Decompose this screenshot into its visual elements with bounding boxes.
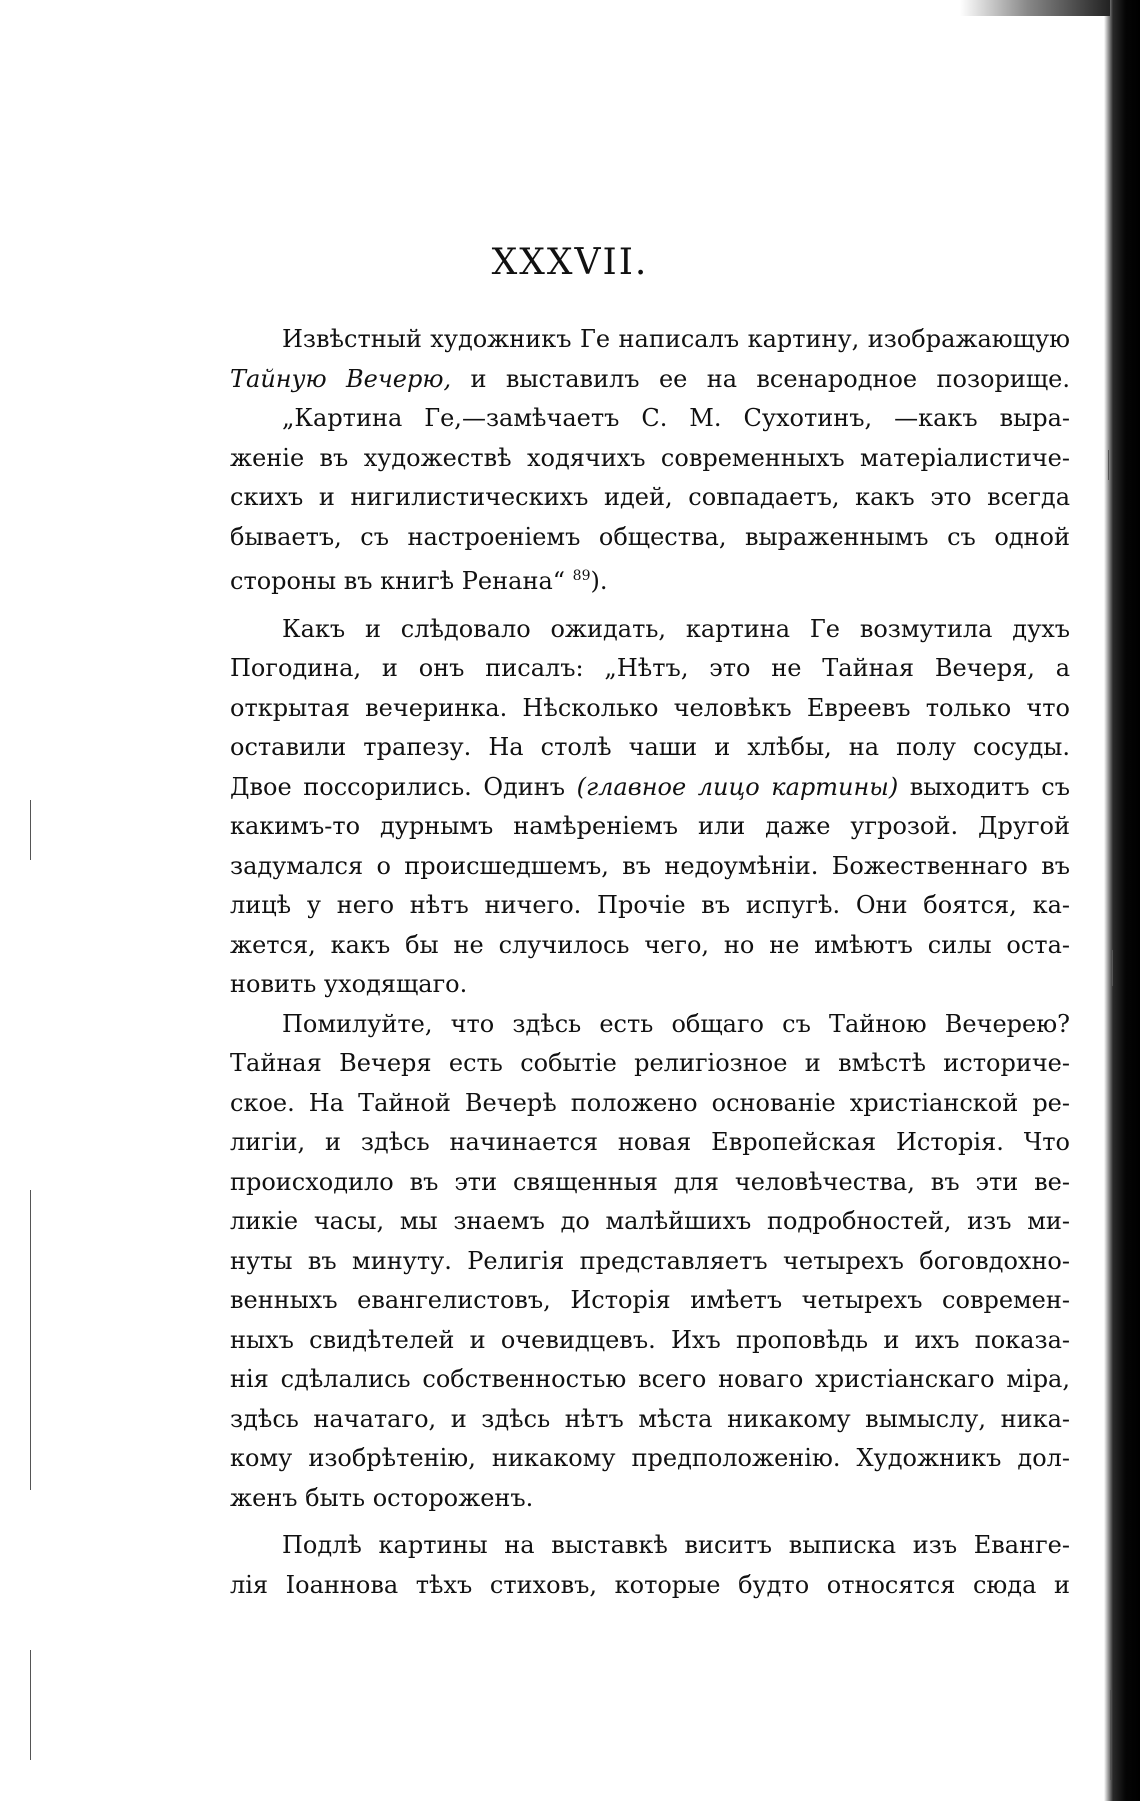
text-line: нія сдѣлались собственностью всего новаго христіанскаго міра, — [230, 1365, 1070, 1393]
text-line: жется, какъ бы не случилось чего, но не имѣютъ силы оста- — [230, 930, 1070, 959]
text-line: скихъ и нигилистическихъ идей, совпадаетъ, какъ это всегда — [230, 483, 1070, 511]
text-line: ныхъ свидѣтелей и очевидцевъ. Ихъ проповѣдь и ихъ показа- — [230, 1325, 1070, 1354]
text-line: открытая вечеринка. Нѣсколько человѣкъ Евреевъ только что — [230, 693, 1070, 722]
text-run: и выставилъ ее на всенародное позорище. — [451, 364, 1070, 393]
text-line: здѣсь начатаго, и здѣсь нѣтъ мѣста никакому вымыслу, ника- — [230, 1404, 1070, 1433]
margin-mark — [30, 1190, 31, 1490]
text-line: новить уходящаго. — [230, 970, 468, 998]
text-run: Двое поссорились. Одинъ — [230, 772, 577, 801]
text-line: какимъ-то дурнымъ намѣреніемъ или даже угрозой. Другой — [230, 812, 1070, 840]
text-line: задумался о происшедшемъ, въ недоумѣніи. Божественнаго въ — [230, 851, 1070, 880]
margin-mark — [30, 1650, 31, 1760]
margin-mark — [1108, 450, 1109, 480]
text-line: оставили трапезу. На столѣ чаши и хлѣбы, на полу сосуды. — [230, 733, 1070, 761]
text-line: ликіе часы, мы знаемъ до малѣйшихъ подробностей, изъ ми- — [230, 1207, 1070, 1235]
text-line: лигіи, и здѣсь начинается новая Европейская Исторія. Что — [230, 1128, 1070, 1156]
italic-note: (главное лицо картины) — [576, 772, 899, 801]
text-run: выходитъ съ — [898, 772, 1070, 801]
text-line — [230, 557, 1070, 602]
italic-title: Тайную Вечерю, — [230, 364, 452, 393]
text-line: венныхъ евангелистовъ, Исторія имѣетъ четырехъ современ- — [230, 1286, 1070, 1314]
text-line: кому изобрѣтенію, никакому предположенію. Художникъ дол- — [230, 1444, 1070, 1472]
text-run: ). — [590, 567, 608, 595]
margin-mark — [1110, 1690, 1111, 1780]
text-line: Подлѣ картины на выставкѣ виситъ выписка изъ Еванге- — [282, 1531, 1070, 1559]
text-line: ское. На Тайной Вечерѣ положено основаніе христіанской ре- — [230, 1088, 1070, 1117]
text-line: женіе въ художествѣ ходячихъ современныхъ матеріалистиче- — [230, 443, 1070, 472]
text-line: Извѣстный художникъ Ге написалъ картину, изображающую — [282, 325, 1070, 353]
text-line: лія Іоаннова тѣхъ стиховъ, которые будто относятся сюда и — [230, 1570, 1070, 1599]
text-line: Тайная Вечеря есть событіе религіозное и вмѣстѣ историче- — [230, 1049, 1070, 1077]
text-line — [230, 768, 1070, 808]
text-line: Погодина, и онъ писалъ: „Нѣтъ, это не Тайная Вечеря, а — [230, 654, 1070, 682]
text-line: Помилуйте, что здѣсь есть общаго съ Тайною Вечерею? — [282, 1009, 1070, 1038]
footnote-ref: 89 — [572, 568, 591, 584]
text-run: стороны въ книгѣ Ренана“ — [230, 567, 573, 595]
margin-mark — [30, 800, 31, 860]
text-line: женъ быть остороженъ. — [230, 1483, 534, 1512]
text-line: „Картина Ге,—замѣчаетъ С. М. Сухотинъ, —какъ выра- — [282, 404, 1070, 432]
chapter-heading: XXXVII. — [491, 242, 649, 283]
text-line: происходило въ эти священныя для человѣчества, въ эти ве- — [230, 1167, 1070, 1196]
text-line: бываетъ, съ настроеніемъ общества, выраженнымъ съ одной — [230, 522, 1070, 551]
text-line: Какъ и слѣдовало ожидать, картина Ге возмутила духъ — [282, 614, 1070, 643]
scan-top-smudge — [960, 0, 1110, 16]
text-line: нуты въ минуту. Религія представляетъ четырехъ боговдохно- — [230, 1246, 1070, 1275]
margin-mark — [1112, 950, 1113, 986]
body-text — [230, 320, 1070, 1605]
text-line: лицѣ у него нѣтъ ничего. Прочіе въ испугѣ. Они боятся, ка- — [230, 891, 1070, 919]
text-line — [230, 360, 1070, 400]
